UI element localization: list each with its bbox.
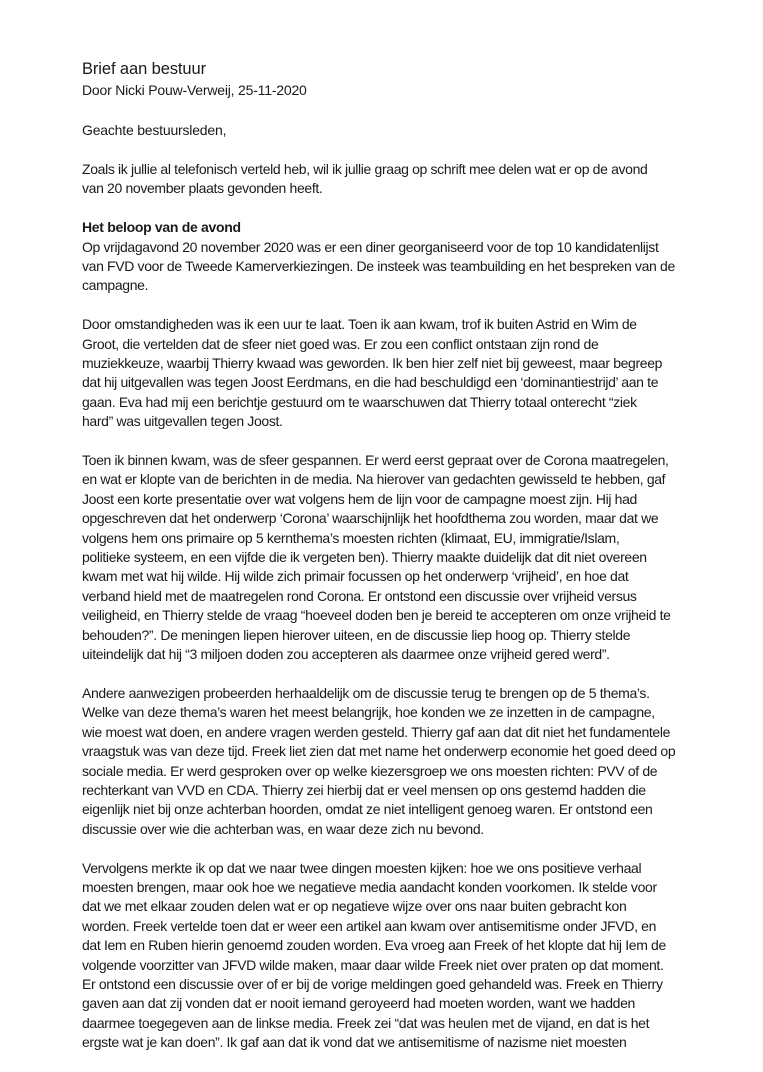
text-line: daarmee toegegeven aan de linkse media. Freek zei “dat was heulen met de vijand, en dat is het: [82, 1014, 650, 1031]
text-line: veiligheid, en Thierry stelde de vraag “hoeveel doden ben je bereid te accepteren om onze vrijheid te: [82, 607, 671, 624]
text-line: Welke van deze thema’s waren het meest belangrijk, hoe konden we ze inzetten in de campagne,: [82, 704, 655, 721]
text-line: gaven aan dat zij vonden dat er nooit iemand geroyeerd had moeten worden, want we hadden: [82, 995, 635, 1012]
text-line: campagne.: [82, 277, 149, 294]
paragraph-1: [82, 218, 722, 296]
text-line: Zoals ik jullie al telefonisch verteld heb, wil ik jullie graag op schrift mee delen wat er op de avond: [82, 161, 648, 177]
text-line: Op vrijdagavond 20 november 2020 was er een diner georganiseerd voor de top 10 kandidatenlijst: [82, 238, 659, 255]
text-line: Door omstandigheden was ik een uur te laat. Toen ik aan kwam, trof ik buiten Astrid en Wim de: [82, 316, 637, 333]
letter-salutation: Geachte bestuursleden,: [82, 122, 227, 138]
text-line: wie moest wat doen, en andere vragen werden gesteld. Thierry gaf aan dat dit niet het fundamentele: [82, 723, 671, 740]
text-line: dat hij uitgevallen was tegen Joost Eerdmans, en die had beschuldigd een ‘dominantiestrijd’ aan te: [82, 374, 659, 391]
text-line: vraagstuk was van deze tijd. Freek liet zien dat met name het onderwerp economie het goed deed op: [82, 743, 676, 760]
text-line: opgeschreven dat het onderwerp ‘Corona’ waarschijnlijk het hoofdthema zou worden, maar dat we: [82, 510, 659, 527]
letter-byline: Door Nicki Pouw-Verweij, 25-11-2020: [82, 82, 307, 98]
text-line: verband hield met de maatregelen rond Corona. Er ontstond een discussie over vrijheid versus: [82, 587, 637, 604]
text-line: van FVD voor de Tweede Kamerverkiezingen. De insteek was teambuilding en het bespreken van de: [82, 258, 675, 275]
text-line: dat we met elkaar zouden delen wat er op negatieve wijze over ons naar buiten gebracht kon: [82, 898, 627, 915]
text-line: behouden?”. De meningen liepen hierover uiteen, en de discussie liep hoog op. Thierry stelde: [82, 626, 631, 643]
text-line: Toen ik binnen kwam, was de sfeer gespannen. Er werd eerst gepraat over de Corona maatregelen,: [82, 452, 669, 469]
intro-paragraph: [82, 160, 722, 199]
text-line: volgende voorzitter van JFVD wilde maken, maar daar wilde Freek niet over praten op dat moment.: [82, 956, 664, 973]
text-line: Andere aanwezigen probeerden herhaaldelijk om de discussie terug te brengen op de 5 thema’s.: [82, 684, 650, 701]
paragraph-4: [82, 684, 722, 839]
text-line: rechterkant van VVD en CDA. Thierry zei hierbij dat er veel mensen op ons gestemd hadden die: [82, 781, 646, 798]
text-line: sociale media. Er werd gesproken over op welke kiezersgroep we ons moesten richten: PVV of de: [82, 762, 658, 779]
text-line: discussie over wie die achterban was, en waar deze zich nu bevond.: [82, 820, 484, 837]
text-line: gaan. Eva had mij een berichtje gestuurd om te waarschuwen dat Thierry totaal onterecht “ziek: [82, 393, 637, 410]
text-line: van 20 november plaats gevonden heeft.: [82, 180, 323, 197]
text-line: ergste wat je kan doen”. Ik gaf aan dat ik vond dat we antisemitisme of nazisme niet moesten: [82, 1034, 627, 1051]
paragraph-5: [82, 859, 722, 1053]
text-line: muziekkeuze, waarbij Thierry kwaad was geworden. Ik ben hier zelf niet bij geweest, maar begreep: [82, 355, 663, 372]
text-line: Joost een korte presentatie over wat volgens hem de lijn voor de campagne moest zijn. Hij had: [82, 490, 637, 507]
text-line: kwam met wat hij wilde. Hij wilde zich primair focussen op het onderwerp ‘vrijheid’, en hoe dat: [82, 568, 629, 585]
paragraph-2: [82, 315, 722, 431]
letter-title: Brief aan bestuur: [82, 60, 206, 78]
text-line: uiteindelijk dat hij “3 miljoen doden zou accepteren als daarmee onze vrijheid gered werd”.: [82, 646, 610, 663]
text-line: Groot, die vertelden dat de sfeer niet goed was. Er zou een conflict ontstaan zijn rond de: [82, 335, 599, 352]
text-line: moesten brengen, maar ook hoe we negatieve media aandacht konden voorkomen. Ik stelde voor: [82, 878, 657, 895]
text-line: politieke systeem, en een vijfde die ik vergeten ben). Thierry maakte duidelijk dat dit niet overeen: [82, 549, 647, 566]
text-line: en wat er klopte van de berichten in de media. Na hierover van gedachten gewisseld te hebben, gaf: [82, 471, 666, 488]
text-line: worden. Freek vertelde toen dat er weer een artikel aan kwam over antisemitisme onder JFVD, en: [82, 917, 657, 934]
letter-page: [82, 58, 722, 1072]
text-line: Er ontstond een discussie over of er bij de vorige meldingen goed gehandeld was. Freek en Thierry: [82, 975, 663, 992]
text-line: Vervolgens merkte ik op dat we naar twee dingen moesten kijken: hoe we ons positieve verhaal: [82, 859, 642, 876]
text-line: hard” was uitgevallen tegen Joost.: [82, 413, 283, 430]
section-heading: Het beloop van de avond: [82, 219, 241, 236]
text-line: eigenlijk niet bij onze achterban hoorden, omdat ze niet intelligent genoeg waren. Er ontstond een: [82, 801, 653, 818]
text-line: dat Iem en Ruben hierin genoemd zouden worden. Eva vroeg aan Freek of het klopte dat hij Iem de: [82, 937, 666, 954]
text-line: volgens hem ons primaire op 5 kernthema’s moesten richten (klimaat, EU, immigratie/Islam,: [82, 529, 620, 546]
paragraph-3: [82, 451, 722, 664]
